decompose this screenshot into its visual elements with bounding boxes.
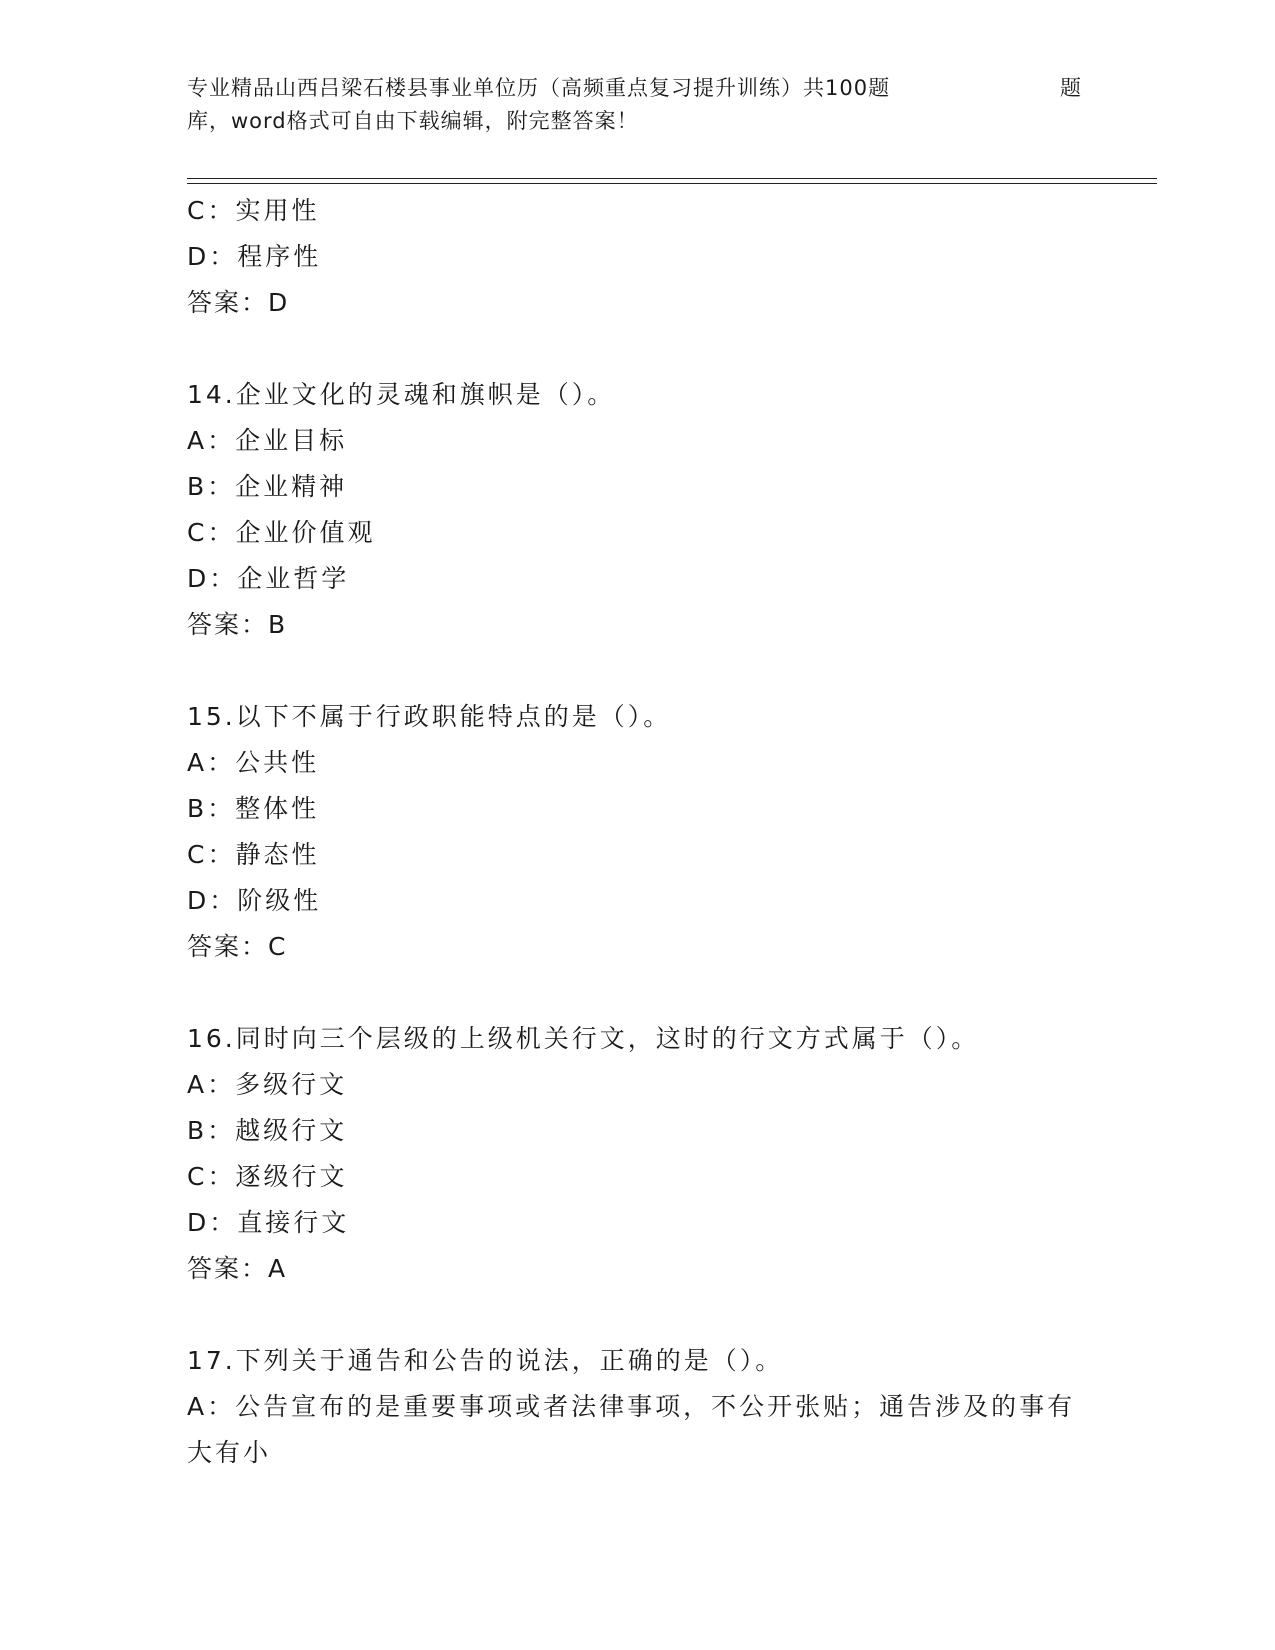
spacer — [187, 648, 1087, 694]
header-divider-top — [187, 178, 1157, 179]
question-stem: 17.下列关于通告和公告的说法，正确的是（）。 — [187, 1346, 784, 1375]
option-d: D：阶级性 — [187, 886, 322, 915]
question-stem: 16.同时向三个层级的上级机关行文，这时的行文方式属于（）。 — [187, 1024, 980, 1053]
option-b: B：越级行文 — [187, 1116, 348, 1145]
question-14 — [187, 372, 1087, 648]
header-title-trail: 题 — [1060, 76, 1082, 100]
answer-label: 答案： — [187, 932, 269, 961]
question-stem: 15.以下不属于行政职能特点的是（）。 — [187, 702, 672, 731]
answer-value: D — [268, 288, 289, 317]
answer-value: A — [268, 1254, 287, 1283]
answer-line — [187, 602, 1087, 648]
option-c: C：企业价值观 — [187, 518, 376, 547]
answer-label: 答案： — [187, 1254, 269, 1283]
option-a: A：多级行文 — [187, 1070, 348, 1099]
question-stem: 14.企业文化的灵魂和旗帜是（）。 — [187, 380, 616, 409]
option-a: A：公共性 — [187, 748, 320, 777]
option-b: B：企业精神 — [187, 472, 348, 501]
option-a: A：公告宣布的是重要事项或者法律事项，不公开张贴；通告涉及的事有大有小 — [187, 1392, 1076, 1467]
header-title-line-1 — [187, 72, 1087, 105]
answer-value: C — [268, 932, 287, 961]
option-c: C：静态性 — [187, 840, 320, 869]
option-a: A：企业目标 — [187, 426, 348, 455]
header-divider-bottom — [187, 183, 1157, 184]
question-list — [187, 188, 1087, 1476]
question-16 — [187, 1016, 1087, 1292]
spacer — [187, 970, 1087, 1016]
spacer — [187, 326, 1087, 372]
answer-label: 答案： — [187, 288, 269, 317]
header-title-line-2: 库，word格式可自由下载编辑，附完整答案！ — [187, 109, 639, 133]
answer-line — [187, 1246, 1087, 1292]
header-title-text: 专业精品山西吕梁石楼县事业单位历（高频重点复习提升训练）共100题 — [187, 76, 891, 100]
question-17 — [187, 1338, 1087, 1476]
option-b: B：整体性 — [187, 794, 320, 823]
question-fragment — [187, 188, 1087, 326]
answer-line — [187, 924, 1087, 970]
answer-value: B — [268, 610, 287, 639]
option-d: D：企业哲学 — [187, 564, 350, 593]
option-d: D：程序性 — [187, 242, 322, 271]
option-d: D：直接行文 — [187, 1208, 350, 1237]
spacer — [187, 1292, 1087, 1338]
answer-line — [187, 280, 1087, 326]
option-c: C：实用性 — [187, 196, 320, 225]
question-15 — [187, 694, 1087, 970]
page-header — [187, 72, 1087, 138]
answer-label: 答案： — [187, 610, 269, 639]
option-c: C：逐级行文 — [187, 1162, 348, 1191]
